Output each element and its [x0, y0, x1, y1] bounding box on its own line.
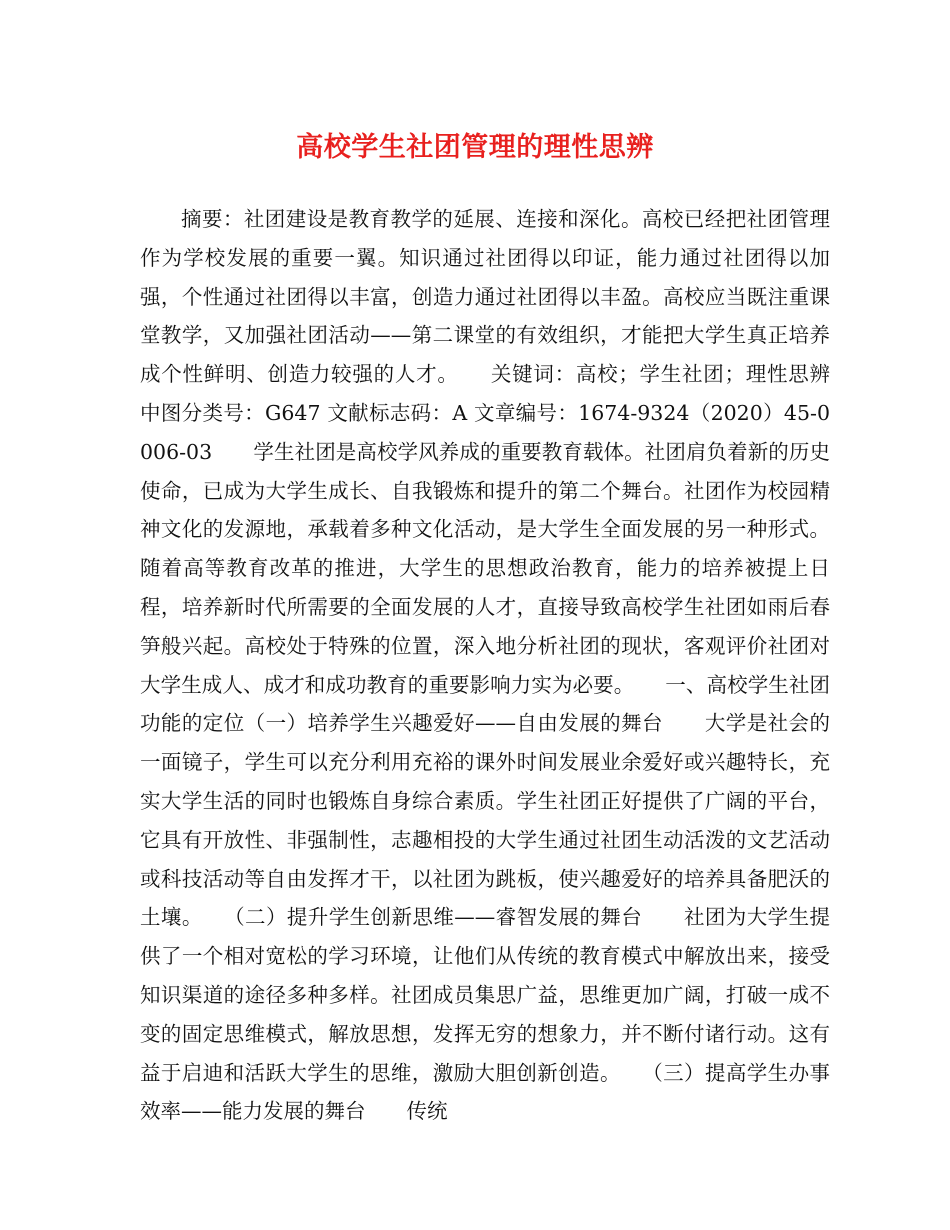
- article-body: 摘要：社团建设是教育教学的延展、连接和深化。高校已经把社团管理作为学校发展的重要一翼。知识通过社团得以印证，能力通过社团得以加强，个性通过社团得以丰富，创造力通过社团得以丰盈。高校应当既注重课堂教学，又加强社团活动——第二课堂的有效组织，才能把大学生真正培养成个性鲜明、创造力较强的人才。 关键词：高校；学生社团；理性思辨 中图分类号：G647 文献标志码：A 文章编号：1674-9324（2020）45-0006-03 学生社团是高校学风养成的重要教育载体。社团肩负着新的历史使命，已成为大学生成长、自我锻炼和提升的第二个舞台。社团作为校园精神文化的发源地，承载着多种文化活动，是大学生全面发展的另一种形式。随着高等教育改革的推进，大学生的思想政治教育，能力的培养被提上日程，培养新时代所需要的全面发展的人才，直接导致高校学生社团如雨后春笋般兴起。高校处于特殊的位置，深入地分析社团的现状，客观评价社团对大学生成人、成才和成功教育的重要影响力实为必要。 一、高校学生社团功能的定位（一）培养学生兴趣爱好——自由发展的舞台 大学是社会的一面镜子，学生可以充分利用充裕的课外时间发展业余爱好或兴趣特长，充实大学生活的同时也锻炼自身综合素质。学生社团正好提供了广阔的平台，它具有开放性、非强制性，志趣相投的大学生通过社团生动活泼的文艺活动或科技活动等自由发挥才干，以社团为跳板，使兴趣爱好的培养具备肥沃的土壤。 （二）提升学生创新思维——睿智发展的舞台 社团为大学生提供了一个相对宽松的学习环境，让他们从传统的教育模式中解放出来，接受知识渠道的途径多种多样。社团成员集思广益，思维更加广阔，打破一成不变的固定思维模式，解放思想，发挥无穷的想象力，并不断付诸行动。这有益于启迪和活跃大学生的思维，激励大胆创新创造。 （三）提高学生办事效率——能力发展的舞台 传统: [140, 207, 871, 1124]
- article-title: 高校学生社团管理的理性思辨: [296, 132, 654, 163]
